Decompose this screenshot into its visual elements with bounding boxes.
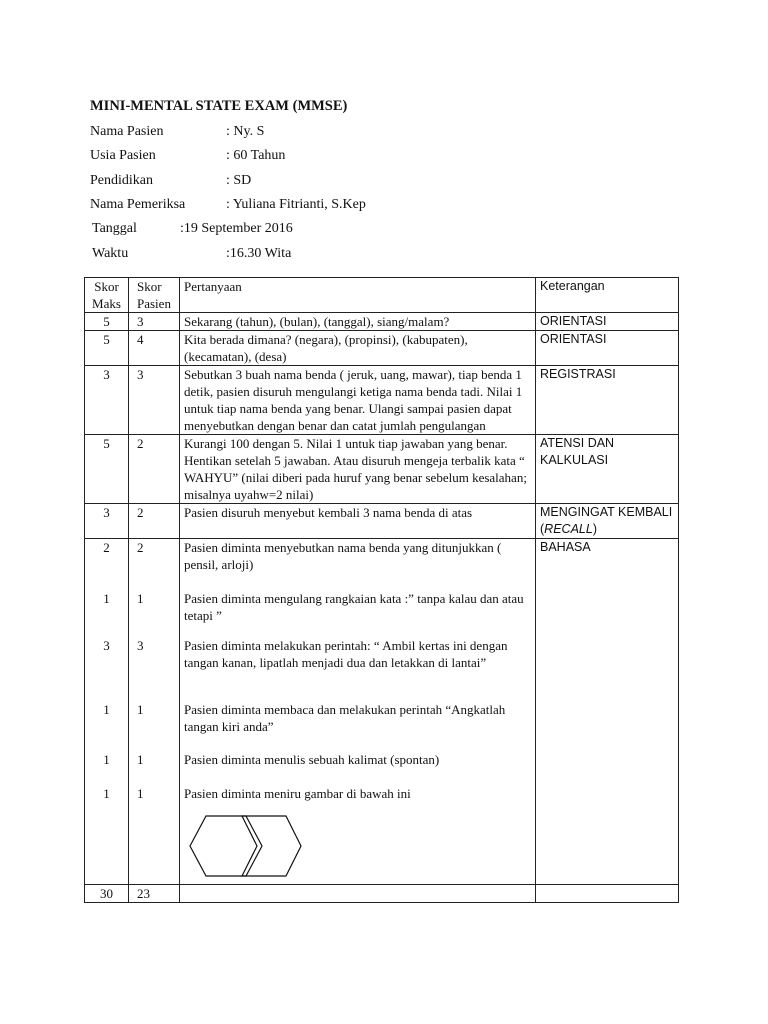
row1-keterangan: ORIENTASI	[536, 313, 679, 331]
info-label-waktu: Waktu	[92, 246, 129, 261]
bahasa-q-6: Pasien diminta meniru gambar di bawah ini	[184, 786, 411, 801]
info-value-waktu: :16.30 Wita	[226, 246, 292, 261]
bahasa-q-5: Pasien diminta menulis sebuah kalimat (spontan)	[184, 752, 440, 767]
table-row	[85, 331, 679, 366]
total-skor-pasien: 23	[129, 885, 180, 903]
row5-pertanyaan: Pasien disuruh menyebut kembali 3 nama benda di atas	[180, 504, 536, 539]
row1-pertanyaan: Sekarang (tahun), (bulan), (tanggal), siang/malam?	[180, 313, 536, 331]
bahasa-maks-1: 2	[103, 540, 110, 555]
row2-keterangan: ORIENTASI	[536, 331, 679, 366]
header-keterangan: Keterangan	[536, 278, 679, 313]
row1-skor-pasien: 3	[129, 313, 180, 331]
bahasa-pasien-5: 1	[137, 752, 144, 767]
row1-skor-maks: 5	[85, 313, 129, 331]
info-label-pendidikan: Pendidikan	[90, 173, 153, 188]
table-row	[85, 313, 679, 331]
pentagon-drawing	[188, 812, 531, 884]
bahasa-pasien-1: 2	[137, 540, 144, 555]
row2-skor-maks: 5	[85, 331, 129, 366]
header-skor-pasien: Skor Pasien	[129, 278, 180, 313]
bahasa-maks-6: 1	[103, 786, 110, 801]
document-title: MINI-MENTAL STATE EXAM (MMSE)	[90, 98, 348, 114]
table-row	[85, 366, 679, 435]
table-row-bahasa	[85, 539, 679, 885]
row2-skor-pasien: 4	[129, 331, 180, 366]
info-value-pendidikan: : SD	[226, 173, 252, 188]
overlapping-hexagons-icon	[188, 812, 308, 880]
info-label-pemeriksa: Nama Pemeriksa	[90, 197, 186, 212]
bahasa-q-3: Pasien diminta melakukan perintah: “ Ambil kertas ini dengan tangan kanan, lipatlah menjadi dua dan letakkan di lantai”	[184, 638, 508, 670]
row2-pertanyaan: Kita berada dimana? (negara), (propinsi), (kabupaten), (kecamatan), (desa)	[180, 331, 536, 366]
row3-skor-pasien: 3	[129, 366, 180, 435]
row3-pertanyaan: Sebutkan 3 buah nama benda ( jeruk, uang, mawar), tiap benda 1 detik, pasien disuruh mengulangi ketiga nama benda tadi. Nilai 1 untuk tiap nama benda yang benar. Ulangi sampai pasien dapat menyebutkan dengan benar dan catat jumlah pengulangan	[180, 366, 536, 435]
bahasa-maks-3: 3	[103, 638, 110, 653]
table-total-row	[85, 885, 679, 903]
info-label-tanggal: Tanggal	[92, 221, 137, 236]
row3-skor-maks: 3	[85, 366, 129, 435]
recall-label-suffix: )	[592, 522, 597, 536]
row4-skor-maks: 5	[85, 435, 129, 504]
bahasa-skor-maks	[85, 539, 129, 885]
bahasa-q-4: Pasien diminta membaca dan melakukan perintah “Angkatlah tangan kiri anda”	[184, 702, 506, 734]
header-skor-maks: Skor Maks	[85, 278, 129, 313]
bahasa-pasien-3: 3	[137, 638, 144, 653]
table-row	[85, 435, 679, 504]
bahasa-pasien-4: 1	[137, 702, 144, 717]
header-pertanyaan: Pertanyaan	[180, 278, 536, 313]
info-value-tanggal: :19 September 2016	[180, 221, 293, 236]
total-pertanyaan	[180, 885, 536, 903]
bahasa-keterangan: BAHASA	[536, 539, 679, 885]
bahasa-q-2: Pasien diminta mengulang rangkaian kata :” tanpa kalau dan atau tetapi ”	[184, 591, 524, 623]
bahasa-maks-2: 1	[103, 591, 110, 606]
info-label-nama: Nama Pasien	[90, 124, 164, 139]
table-header-row	[85, 278, 679, 313]
row4-pertanyaan: Kurangi 100 dengan 5. Nilai 1 untuk tiap jawaban yang benar. Hentikan setelah 5 jawaban. Atau disuruh mengeja terbalik kata “ WAHYU” (nilai diberi pada huruf yang benar sebelum kesalahan; misalnya uyahw=2 nilai)	[180, 435, 536, 504]
bahasa-maks-4: 1	[103, 702, 110, 717]
info-value-nama: : Ny. S	[226, 124, 265, 139]
mmse-table	[84, 277, 679, 903]
table-row	[85, 504, 679, 539]
row4-skor-pasien: 2	[129, 435, 180, 504]
row5-keterangan	[536, 504, 679, 539]
total-skor-maks: 30	[85, 885, 129, 903]
total-keterangan	[536, 885, 679, 903]
recall-label-prefix: MENGINGAT KEMBALI (	[540, 505, 673, 536]
bahasa-pertanyaan	[180, 539, 536, 885]
bahasa-pasien-6: 1	[137, 786, 144, 801]
info-value-usia: : 60 Tahun	[226, 148, 286, 163]
bahasa-pasien-2: 1	[137, 591, 144, 606]
bahasa-q-1: Pasien diminta menyebutkan nama benda yang ditunjukkan ( pensil, arloji)	[184, 540, 502, 572]
row4-keterangan: ATENSI DAN KALKULASI	[536, 435, 679, 504]
bahasa-maks-5: 1	[103, 752, 110, 767]
row5-skor-maks: 3	[85, 504, 129, 539]
recall-label-italic: RECALL	[544, 522, 593, 536]
bahasa-skor-pasien	[129, 539, 180, 885]
info-label-usia: Usia Pasien	[90, 148, 156, 163]
info-value-pemeriksa: : Yuliana Fitrianti, S.Kep	[226, 197, 366, 212]
row3-keterangan: REGISTRASI	[536, 366, 679, 435]
row5-skor-pasien: 2	[129, 504, 180, 539]
